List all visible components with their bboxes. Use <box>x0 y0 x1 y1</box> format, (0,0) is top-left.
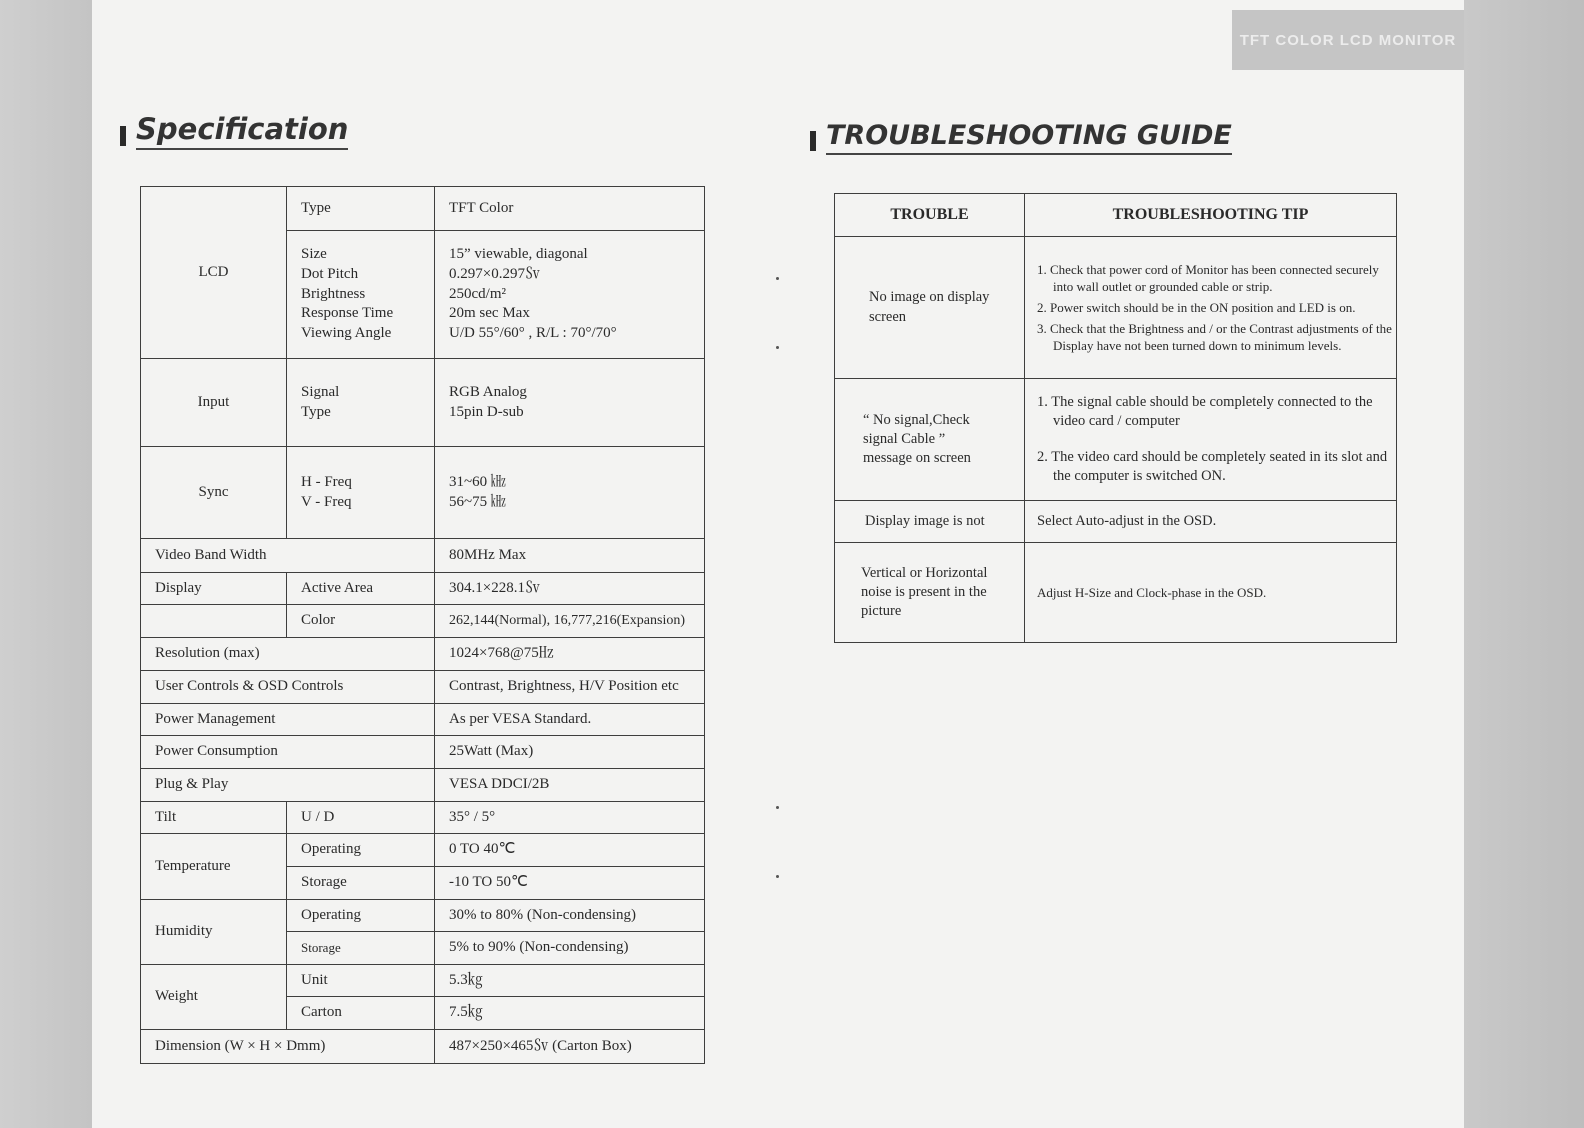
table-row <box>141 900 705 932</box>
spec-value: 0.297×0.297㏜ <box>449 265 540 282</box>
table-row <box>141 605 705 638</box>
spec-group-sync: Sync <box>141 447 287 539</box>
spec-label: Tilt <box>141 802 287 834</box>
tip-cell <box>1025 379 1397 501</box>
tip-cell: Select Auto-adjust in the OSD. <box>1025 501 1397 543</box>
spec-value: 80MHz Max <box>435 539 705 573</box>
spec-value: 31~60 ㎑ <box>449 473 506 490</box>
table-row <box>141 573 705 605</box>
spec-value: U/D 55°/60° , R/L : 70°/70° <box>449 325 617 342</box>
table-header-row <box>835 194 1397 237</box>
spec-label-list <box>287 231 435 359</box>
table-row <box>835 543 1397 643</box>
table-row <box>141 1030 705 1064</box>
spec-value: 56~75 ㎑ <box>449 493 506 510</box>
spec-label-list <box>287 359 435 447</box>
tip-list <box>1037 393 1396 486</box>
spec-value: 5.3㎏ <box>435 965 705 997</box>
tip-list <box>1037 261 1396 355</box>
tip-item: 2. Power switch should be in the ON position and LED is on. <box>1037 299 1356 315</box>
spec-value: 20m sec Max <box>449 305 530 322</box>
spec-value: VESA DDCI/2B <box>435 769 705 802</box>
spec-value: 262,144(Normal), 16,777,216(Expansion) <box>435 605 705 638</box>
spec-value: 15pin D-sub <box>449 403 524 420</box>
scan-speck <box>776 277 779 280</box>
spec-label: Viewing Angle <box>301 325 392 342</box>
spec-label: Plug & Play <box>141 769 435 802</box>
table-row <box>141 965 705 997</box>
spec-value: Contrast, Brightness, H/V Position etc <box>435 671 705 704</box>
spec-value: 250cd/m² <box>449 285 506 302</box>
spec-label: Operating <box>287 900 435 932</box>
trouble-heading <box>810 120 1232 155</box>
spec-label: Humidity <box>141 900 287 965</box>
spec-label: Power Management <box>141 704 435 736</box>
table-row <box>141 187 705 231</box>
spec-label: Resolution (max) <box>141 638 435 671</box>
table-row <box>141 638 705 671</box>
table-row <box>141 769 705 802</box>
tip-cell: Adjust H-Size and Clock-phase in the OSD. <box>1025 543 1397 643</box>
spec-label: Color <box>287 605 435 638</box>
spec-value-list <box>435 359 705 447</box>
spec-value: 0 TO 40℃ <box>435 834 705 867</box>
spec-label: Video Band Width <box>141 539 435 573</box>
spec-value-list <box>435 231 705 359</box>
spec-value: 25Watt (Max) <box>435 736 705 769</box>
tip-item: 2. The video card should be completely seated in its slot and the computer is switched ON. <box>1037 448 1388 484</box>
spec-value: 15” viewable, diagonal <box>449 246 588 262</box>
spec-label: Response Time <box>301 305 394 322</box>
spec-value: 1024×768@75㎐ <box>435 638 705 671</box>
spec-label: Size <box>301 246 327 262</box>
spec-label: Operating <box>287 834 435 867</box>
trouble-cell: No image on display screen <box>835 237 1025 379</box>
table-row <box>141 447 705 539</box>
spec-label: User Controls & OSD Controls <box>141 671 435 704</box>
tip-item: 3. Check that the Brightness and / or the Contrast adjustments of the Display have not been turned down to minimum levels. <box>1037 321 1392 354</box>
heading-bar-icon <box>120 126 126 146</box>
spec-group-lcd: LCD <box>141 187 287 359</box>
spec-label: H - Freq <box>301 473 352 490</box>
spec-label: Storage <box>287 867 435 900</box>
table-row <box>141 539 705 573</box>
spec-label: V - Freq <box>301 493 352 510</box>
tip-item: 1. The signal cable should be completely connected to the video card / computer <box>1037 394 1373 430</box>
spec-label: Weight <box>141 965 287 1030</box>
spec-empty-cell <box>141 605 287 638</box>
trouble-cell: Vertical or Horizontal noise is present in the picture <box>835 543 1025 643</box>
table-row <box>835 237 1397 379</box>
tip-cell <box>1025 237 1397 379</box>
spec-heading <box>120 112 348 150</box>
spec-title: Specification <box>136 112 348 150</box>
table-row <box>835 379 1397 501</box>
spec-value: RGB Analog <box>449 383 527 400</box>
spec-value-list <box>435 447 705 539</box>
header-tag: TFT COLOR LCD MONITOR <box>1232 10 1464 70</box>
table-row <box>141 671 705 704</box>
table-row <box>141 359 705 447</box>
table-row <box>141 704 705 736</box>
spec-label: Display <box>141 573 287 605</box>
column-header-tip: TROUBLESHOOTING TIP <box>1025 194 1397 237</box>
spec-value: As per VESA Standard. <box>435 704 705 736</box>
spec-label: Signal <box>301 383 340 400</box>
spec-label: Dimension (W × H × Dmm) <box>141 1030 435 1064</box>
spec-label: Power Consumption <box>141 736 435 769</box>
scan-speck <box>776 875 779 878</box>
spec-value: TFT Color <box>435 187 705 231</box>
troubleshooting-table <box>834 193 1397 643</box>
spec-label: U / D <box>287 802 435 834</box>
table-row <box>835 501 1397 543</box>
spec-label: Carton <box>287 997 435 1030</box>
spec-label: Temperature <box>141 834 287 900</box>
spec-table <box>140 186 705 1064</box>
table-row <box>141 834 705 867</box>
scan-edge-right <box>1464 0 1584 1128</box>
spec-value: 304.1×228.1㏜ <box>435 573 705 605</box>
trouble-title: TROUBLESHOOTING GUIDE <box>826 120 1232 155</box>
trouble-cell: “ No signal,Check signal Cable ” message on screen <box>835 379 1025 501</box>
table-row <box>141 802 705 834</box>
spec-label: Type <box>287 187 435 231</box>
scan-speck <box>776 806 779 809</box>
scan-edge-left <box>0 0 92 1128</box>
spec-label: Storage <box>287 932 435 965</box>
tip-item: 1. Check that power cord of Monitor has been connected securely into wall outlet or grounded cable or strip. <box>1037 261 1379 294</box>
spec-label: Brightness <box>301 285 366 302</box>
spec-label: Type <box>301 403 331 420</box>
spec-value: 7.5㎏ <box>435 997 705 1030</box>
spec-label: Dot Pitch <box>301 265 359 282</box>
heading-bar-icon <box>810 131 816 151</box>
spec-value: -10 TO 50℃ <box>435 867 705 900</box>
spec-label: Unit <box>287 965 435 997</box>
spec-value: 30% to 80% (Non-condensing) <box>435 900 705 932</box>
trouble-cell: Display image is not <box>835 501 1025 543</box>
table-row <box>141 736 705 769</box>
spec-value: 5% to 90% (Non-condensing) <box>435 932 705 965</box>
scan-speck <box>776 346 779 349</box>
spec-value: 487×250×465㏜ (Carton Box) <box>435 1030 705 1064</box>
spec-label-list <box>287 447 435 539</box>
spec-group-input: Input <box>141 359 287 447</box>
spec-value: 35° / 5° <box>435 802 705 834</box>
spec-label: Active Area <box>287 573 435 605</box>
column-header-trouble: TROUBLE <box>835 194 1025 237</box>
